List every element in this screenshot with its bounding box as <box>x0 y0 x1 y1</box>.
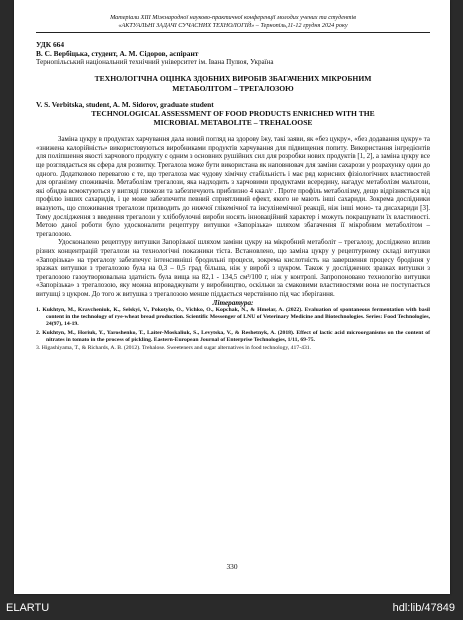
page-number: 330 <box>226 562 238 571</box>
viewer-footer <box>0 596 463 620</box>
reference-item <box>36 307 430 328</box>
page-content <box>36 14 430 354</box>
body-paragraph-2: Удосконалено рецептуру витушки Запорізької шляхом заміни цукру на мікробний метаболіт – трегалозу, досліджено вплив різних концентрацій трегалози на технологічні показники тіста. Встановлено, що заміна цукру у рецептурному складі витушки «Запорізька» на трегалозу забезпечує інтенсивніші бродильні процеси, зокрема кислотність на завершення процесу бродіння у зразках витушки з трегалозою була на 0,3 – 0,5 град більша, ніж у виробі з цукром. Також у досліджених зразках витушки з трегалозою газоутворювальна здатність була вища на 82,1 - 134,5 см³/100 г, ніж у контролі. Запропоновано технологію витушки «Запорізька» з трегалозою, яку можна впроваджувати у виробництво, оскільки за смаковими властивостями вона не поступається витушці з цукром. До того ж витушка з трегалозою менше піддається черствінню під час зберігання. <box>36 238 430 298</box>
title-ua <box>36 74 430 92</box>
reference-text: 3. Higashiyama, T., & Richards, A. B. (2012). Trehalose. Sweeteners and sugar alternatives in food technology, 417-431. <box>36 345 312 352</box>
reference-list <box>36 307 430 352</box>
authors-en: V. S. Verbitska, student, A. M. Sidorov, graduate student <box>36 99 214 109</box>
handle-link[interactable]: hdl:lib/47849 <box>392 602 455 614</box>
paper-page <box>14 0 450 594</box>
reference-item <box>36 345 430 352</box>
reference-text: 1. Kukhtyn, M., Kravcheniuk, K., Selskyi, V., Pokotylo, O., Vichko, O., Kopchak, N., & Hmelar, A. (2022). Evaluation of spontaneous fermentation with basil content in the technology of rye-wheat bread production. Scientific Messenger of LNU of Veterinary Medicine and Biotechnologies. Series: Food Technologies, 24(97), 14-19. <box>36 307 430 328</box>
reference-text: 2. Kukhtyn, M., Horiuk, Y., Yaroshenko, T., Laiter-Moskaliuk, S., Levytska, V., & Reshetnyk, A. (2018). Effect of lactic acid microorganisms on the content of nitrates in tomato in the process of pickling. Eastern-European Journal of Enterprise Technologies, 1/11, 69-75. <box>36 329 430 343</box>
conference-header <box>36 14 430 33</box>
title-ua-line2: МЕТАБОЛІТОМ – ТРЕГАЛОЗОЮ <box>172 83 294 93</box>
literature-heading: Література: <box>212 298 254 307</box>
title-en-line2: MICROBIAL METABOLITE – TREHALOOSE <box>153 118 313 128</box>
authors-ua: В. С. Вербіцька, студент, А. М. Сідоров, аспірант <box>36 49 199 59</box>
title-en <box>36 109 430 127</box>
conference-header-line1: Матеріали XIII Міжнародної науково-практичної конференції молодих учених та студентів <box>110 14 356 21</box>
body-paragraph-1: Заміна цукру в продуктах харчування дала новий погляд на здорову їжу, такі заяви, як «без цукру», «без додавання цукру» та «знижена калорійність» використовуються виробниками продуктів харчування для підвищення попиту. Використання інгредієнтів для поліпшення якості харчового продукту є одним з основних рушійних сил для розробки нових продуктів [1, 2], а заміна цукру все ще розглядається як сфера для розвитку. Трегалоза може бути використана як наповнювач для заміни сахарози у розрахунку один до одного. Додатковою перевагою є те, що трегалоза має чудову хімічну стабільність і має ряд корисних фізіологічних властивостей для організму споживачів. Метаболізм трегалози, яка надходить з харчовими продуктами всередину, нагадує метаболізм мальтози, які обидва всмоктуються у вигляді глюкози та забезпечують приблизно 4 ккал/г . Проте профіль метаболізму, дещо відрізняється від профілю інших сахаридів, і це може забезпечити певний сприятливий ефект, якого не мають інші сахариди. Зокрема дослідники вказують, що споживання трегалози призводить до нижчої глікемічної та інсулінемічної реакції, ніж інші моно- та дисахариди [3]. Тому дослідження з введення трегалози у хлібобулочні вироби носять інноваційний характер і можуть покращувати їх властивості. Метою даної роботи було удосконалити рецептуру витушки «Запорізька» шляхом збагачення її мікробним метаболітом – трегалозою. <box>36 135 430 238</box>
conference-header-line2: «АКТУАЛЬНІ ЗАДАЧІ СУЧАСНИХ ТЕХНОЛОГІЙ» – Тернопіль,11-12 грудня 2024 року <box>118 22 348 30</box>
header-divider <box>36 32 430 33</box>
reference-item <box>36 330 430 344</box>
title-ua-line1: ТЕХНОЛОГІЧНА ОЦІНКА ЗДОБНИХ ВИРОБІВ ЗБАГАЧЕНИХ МІКРОБНИМ <box>94 74 372 84</box>
affiliation: Тернопільський національний технічний університет ім. Івана Пулюя, Україна <box>36 58 274 67</box>
udk-code: УДК 664 <box>36 40 65 50</box>
title-en-line1: TECHNOLOGICAL ASSESSMENT OF FOOD PRODUCTS ENRICHED WITH THE <box>91 108 375 118</box>
repository-name: ELARTU <box>6 602 50 614</box>
